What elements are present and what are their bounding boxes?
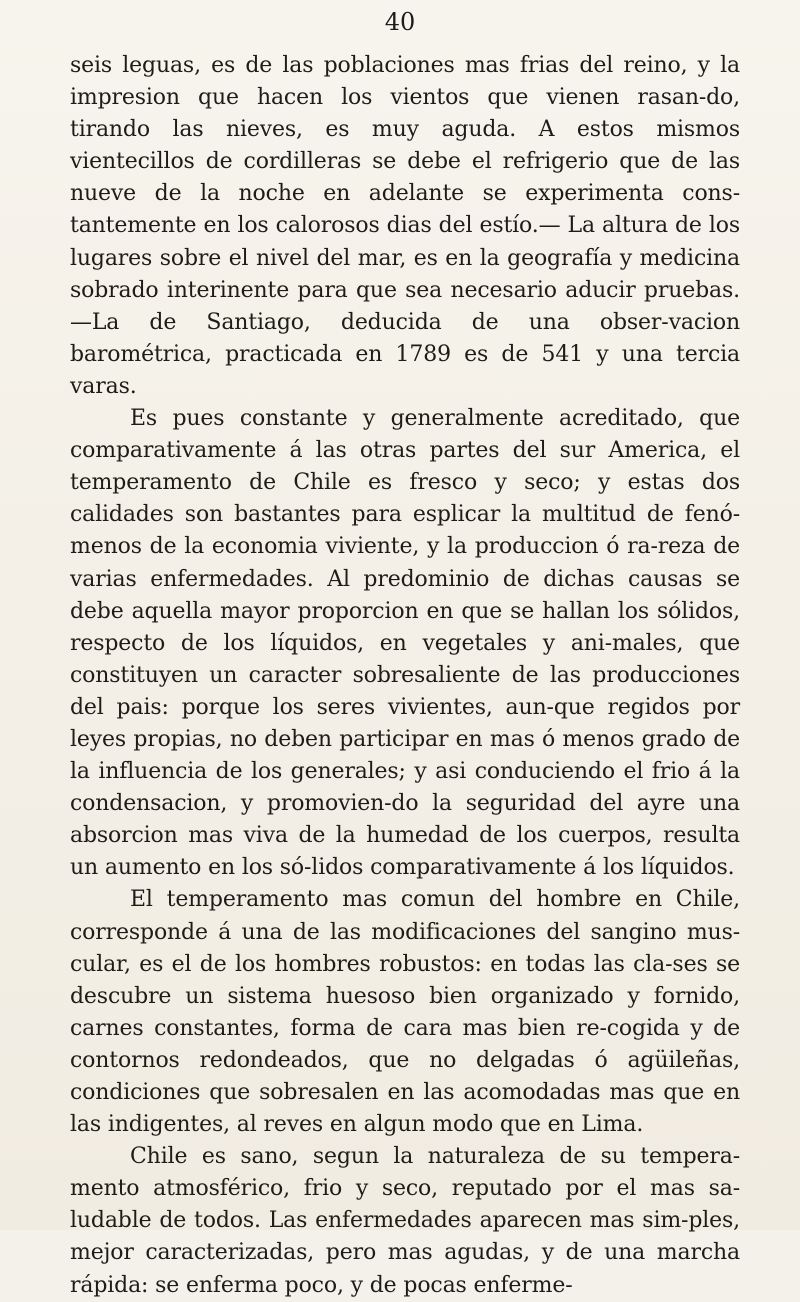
paragraph-2: Es pues constante y generalmente acreditado, que comparativamente á las otras partes del sur America, el temperamento de Chile es fresco y seco; y estas dos calidades son bastantes para esplicar la multitud de fenó-menos de la economia viviente, y la produccion ó ra-reza de varias enfermedades. Al predominio de dichas causas se debe aquella mayor proporcion en que se hallan los sólidos, respecto de los líquidos, en vegetales y ani-males, que constituyen un caracter sobresaliente de las producciones del pais: porque los seres vivientes, aun-que regidos por leyes propias, no deben participar en mas ó menos grado de la influencia de los generales; y asi conduciendo el frio á la condensacion, y promovien-do la seguridad del ayre una absorcion mas viva de la humedad de los cuerpos, resulta un aumento en los só-lidos comparativamente á los líquidos. (70, 406, 740, 881)
paragraph-4: Chile es sano, segun la naturaleza de su tempera-mento atmosférico, frio y seco, reputado por el mas sa-ludable de todos. Las enfermedades aparecen mas sim-ples, mejor caracterizadas, pero mas agudas, y de una marcha rápida: se enferma poco, y de pocas enferme- (70, 1144, 740, 1298)
paragraph-3: El temperamento mas comun del hombre en Chile, corresponde á una de las modificaciones del sangino mus-cular, es el de los hombres robustos: en todas las cla-ses se descubre un sistema huesoso bien organizado y fornido, carnes constantes, forma de cara mas bien re-cogida y de contornos redondeados, que no delgadas ó agüileñas, condiciones que sobresalen en las acomodadas mas que en las indigentes, al reves en algun modo que en Lima. (70, 887, 740, 1138)
body-text (70, 50, 740, 1302)
paragraph-1: seis leguas, es de las poblaciones mas frias del reino, y la impresion que hacen los vientos que vienen rasan-do, tirando las nieves, es muy aguda. A estos mismos vientecillos de cordilleras se debe el refrigerio que de las nueve de la noche en adelante se experimenta cons-tantemente en los calorosos dias del estío.— La altura de los lugares sobre el nivel del mar, es en la geografía y medicina sobrado interinente para que sea necesario aducir pruebas.—La de Santiago, deducida de una obser-vacion barométrica, practicada en 1789 es de 541 y una tercia varas. (70, 53, 740, 399)
page-number: 40 (384, 8, 416, 36)
